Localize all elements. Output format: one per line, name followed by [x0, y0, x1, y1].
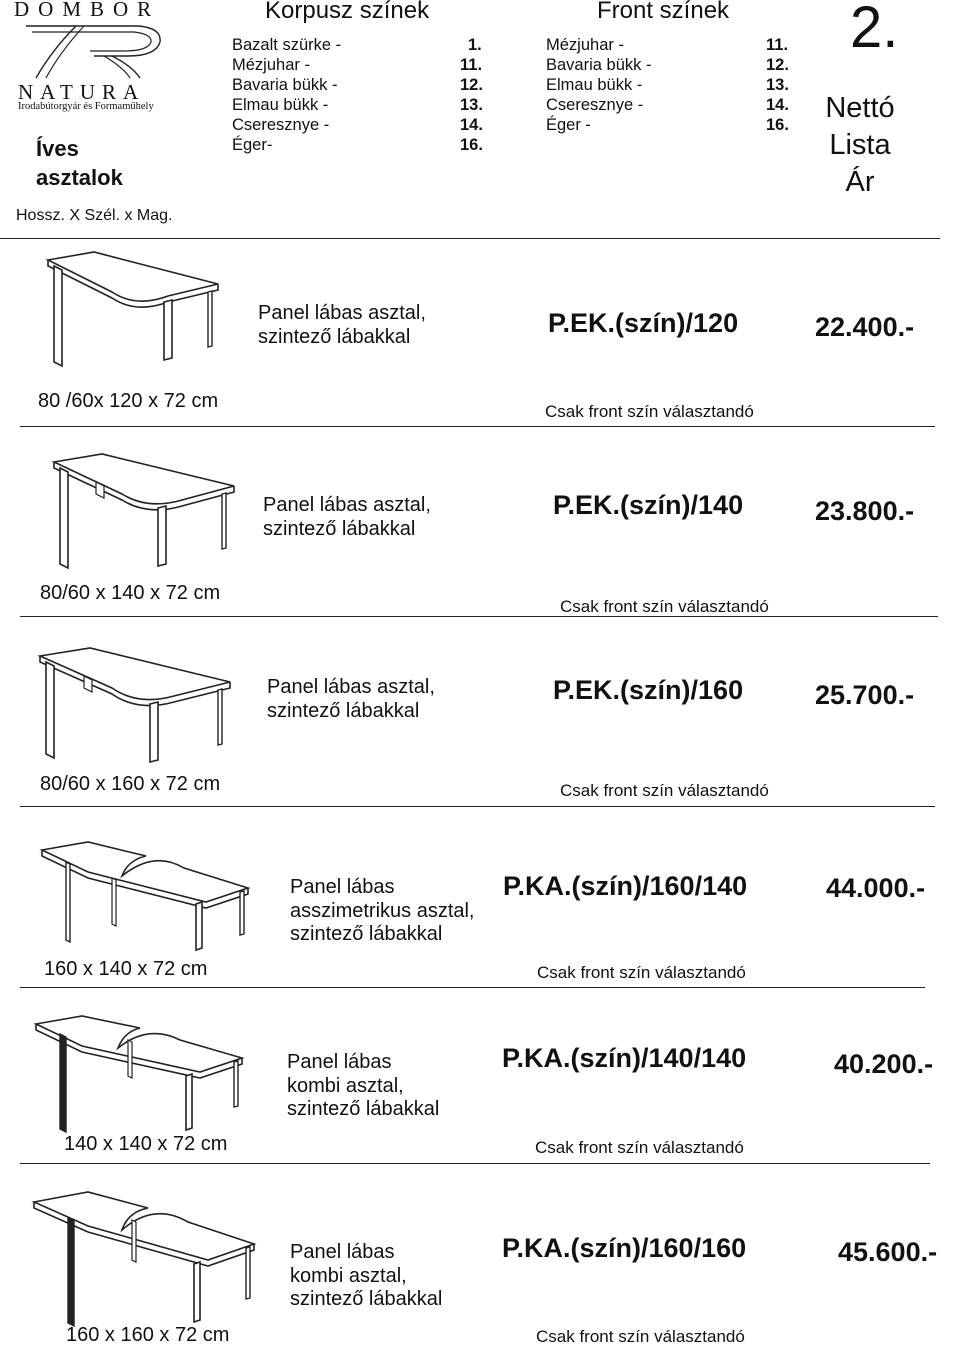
- product-code: P.KA.(szín)/160/140: [503, 871, 748, 901]
- description-line: Panel lábas: [290, 876, 395, 898]
- description-line: szintező lábakkal: [290, 1288, 443, 1310]
- description-line: asszimetrikus asztal,: [290, 899, 475, 922]
- row-divider: [20, 616, 938, 617]
- category-title: [36, 134, 123, 192]
- list-item: [546, 55, 806, 75]
- description-line: kombi asztal,: [287, 1074, 404, 1097]
- list-item: [232, 35, 492, 55]
- product-description: [287, 1051, 439, 1122]
- color-name: Bavaria bükk -: [232, 76, 338, 94]
- color-code: 14.: [766, 96, 789, 114]
- desk-illustration: [40, 250, 220, 370]
- product-code: P.EK.(szín)/140: [553, 490, 744, 520]
- category-title-line1: Íves: [36, 136, 79, 161]
- color-name: Elmau bükk -: [232, 96, 329, 114]
- product-price: 25.700.-: [815, 680, 915, 710]
- product-code: P.KA.(szín)/160/160: [502, 1233, 747, 1263]
- product-size: 80 /60x 120 x 72 cm: [38, 390, 219, 412]
- price-list-number: 2.: [850, 0, 899, 60]
- category-title-line2: asztalok: [36, 165, 123, 190]
- desk-illustration: [28, 1180, 258, 1330]
- product-note: Csak front szín választandó: [560, 597, 769, 616]
- product-code: P.EK.(szín)/120: [548, 308, 739, 338]
- product-note: Csak front szín választandó: [545, 402, 754, 421]
- list-item: [546, 75, 806, 95]
- product-description: [263, 494, 431, 541]
- color-code: 16.: [460, 136, 483, 154]
- price-list-label: [800, 90, 920, 201]
- product-code: P.EK.(szín)/160: [553, 675, 744, 705]
- brand-subtitle: Irodabútorgyár és Formaműhely: [18, 101, 154, 112]
- dimensions-header: Hossz. X Szél. x Mag.: [16, 207, 173, 224]
- product-size: 80/60 x 160 x 72 cm: [40, 773, 221, 795]
- description-line: kombi asztal,: [290, 1264, 407, 1287]
- description-line: Panel lábas asztal,: [258, 302, 426, 324]
- color-code: 16.: [766, 116, 789, 134]
- product-note: Csak front szín választandó: [560, 781, 769, 800]
- color-code: 1.: [468, 36, 482, 54]
- color-code: 13.: [766, 76, 789, 94]
- desk-illustration: [32, 646, 232, 766]
- color-name: Cseresznye -: [232, 116, 330, 134]
- list-item: [546, 95, 806, 115]
- description-line: szintező lábakkal: [290, 923, 443, 945]
- row-divider: [20, 806, 935, 807]
- list-item: [232, 95, 492, 115]
- product-description: [267, 676, 435, 723]
- list-item: [232, 75, 492, 95]
- korpusz-colors-list: [232, 35, 492, 155]
- product-note: Csak front szín választandó: [536, 1327, 745, 1346]
- price-label-line2: Lista: [829, 129, 891, 161]
- product-price: 44.000.-: [826, 873, 926, 903]
- color-code: 11.: [460, 56, 483, 74]
- product-note: Csak front szín választandó: [535, 1138, 744, 1157]
- product-description: [290, 876, 475, 947]
- color-code: 11.: [766, 36, 789, 54]
- desk-illustration: [46, 452, 236, 572]
- list-item: [232, 55, 492, 75]
- brand-top-text: DOMBOR: [14, 0, 161, 21]
- color-name: Bavaria bükk -: [546, 56, 652, 74]
- korpusz-colors-title: Korpusz színek: [265, 0, 430, 24]
- list-item: [232, 135, 492, 155]
- product-price: 22.400.-: [815, 312, 915, 342]
- list-item: [546, 35, 806, 55]
- color-name: Cseresznye -: [546, 96, 644, 114]
- color-code: 13.: [460, 96, 483, 114]
- product-size: 160 x 140 x 72 cm: [44, 958, 208, 980]
- product-code: P.KA.(szín)/140/140: [502, 1043, 747, 1073]
- product-description: [258, 302, 426, 349]
- desk-illustration: [36, 832, 251, 952]
- front-colors-title: Front színek: [597, 0, 730, 24]
- product-note: Csak front szín választandó: [537, 963, 746, 982]
- color-name: Éger -: [546, 116, 591, 134]
- product-price: 23.800.-: [815, 496, 915, 526]
- color-name: Elmau bükk -: [546, 76, 643, 94]
- color-code: 12.: [766, 56, 789, 74]
- row-divider: [20, 987, 925, 988]
- product-price: 45.600.-: [838, 1237, 938, 1267]
- description-line: Panel lábas: [290, 1241, 395, 1263]
- description-line: szintező lábakkal: [287, 1098, 440, 1120]
- description-line: Panel lábas asztal,: [267, 676, 435, 698]
- row-divider: [20, 426, 935, 427]
- description-line: szintező lábakkal: [263, 517, 416, 540]
- color-code: 14.: [460, 116, 483, 134]
- row-divider: [20, 1163, 930, 1164]
- description-line: szintező lábakkal: [258, 325, 411, 348]
- color-name: Mézjuhar -: [546, 36, 624, 54]
- list-item: [232, 115, 492, 135]
- brand-bottom-text: NATURA: [18, 80, 146, 104]
- color-name: Bazalt szürke -: [232, 36, 342, 54]
- description-line: Panel lábas asztal,: [263, 494, 431, 516]
- price-label-line1: Nettó: [825, 92, 895, 124]
- description-line: szintező lábakkal: [267, 699, 420, 722]
- header-divider: [0, 238, 940, 239]
- front-colors-list: [546, 35, 806, 135]
- description-line: Panel lábas: [287, 1051, 392, 1073]
- color-name: Éger-: [232, 136, 273, 154]
- product-size: 140 x 140 x 72 cm: [64, 1133, 228, 1155]
- product-description: [290, 1241, 442, 1312]
- product-size: 160 x 160 x 72 cm: [66, 1324, 230, 1346]
- color-code: 12.: [460, 76, 483, 94]
- product-price: 40.200.-: [834, 1049, 934, 1079]
- price-label-line3: Ár: [845, 166, 875, 198]
- list-item: [546, 115, 806, 135]
- brand-r-mark: [20, 20, 170, 80]
- color-name: Mézjuhar -: [232, 56, 310, 74]
- product-size: 80/60 x 140 x 72 cm: [40, 582, 221, 604]
- desk-illustration: [30, 1006, 245, 1136]
